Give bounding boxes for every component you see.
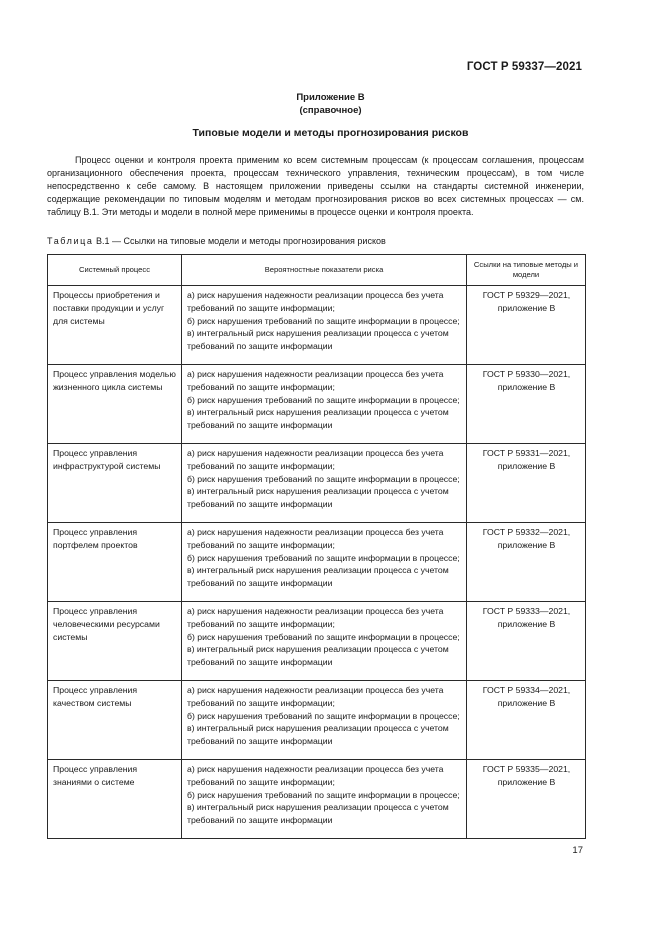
appendix-label: Приложение В — [296, 92, 365, 103]
risk-item-c: в) интегральный риск нарушения реализации процесса с учетом требований по защите информации — [187, 565, 449, 589]
risk-item-a: а) риск нарушения надежности реализации процесса без учета требований по защите информации; — [187, 448, 444, 471]
process-cell: Процесс управления портфелем проектов — [48, 523, 182, 602]
risk-item-c: в) интегральный риск нарушения реализации процесса с учетом требований по защите информации — [187, 328, 449, 352]
table-caption — [47, 236, 386, 246]
risk-item-b: б) риск нарушения требований по защите информации в процессе; — [187, 552, 460, 563]
table-row — [48, 760, 586, 839]
indicators-cell — [182, 365, 467, 444]
process-cell: Процесс управления человеческими ресурсами системы — [48, 602, 182, 681]
risk-item-c: в) интегральный риск нарушения реализации процесса с учетом требований по защите информации — [187, 407, 449, 431]
process-cell: Процесс управления инфраструктурой системы — [48, 444, 182, 523]
risk-item-a: а) риск нарушения надежности реализации процесса без учета требований по защите информации; — [187, 369, 444, 392]
risk-item-a: а) риск нарушения надежности реализации процесса без учета требований по защите информации; — [187, 685, 444, 708]
indicators-cell — [182, 681, 467, 760]
table-row — [48, 444, 586, 523]
intro-text: Процесс оценки и контроля проекта применим ко всем системным процессам (к процессам соглашения, процессам организационного обеспечения проекта, процессам технического управления, техническим процессам), в том числе непосредственно к себе самому. В настоящем приложении приведены ссылки на стандарты системной инженерии, содержащие рекомендации по типовым моделям и методам прогнозирования рисков во всех системных процессах — см. таблицу В.1. Эти методы и модели в полной мере применимы в процессе оценки и контроля проекта. — [47, 155, 584, 217]
reference-cell: ГОСТ Р 59330—2021, приложение В — [467, 365, 586, 444]
reference-cell: ГОСТ Р 59334—2021, приложение В — [467, 681, 586, 760]
reference-cell: ГОСТ Р 59335—2021, приложение В — [467, 760, 586, 839]
risk-item-b: б) риск нарушения требований по защите информации в процессе; — [187, 710, 460, 721]
section-title: Типовые модели и методы прогнозирования рисков — [192, 127, 469, 139]
header-refs: Ссылки на типовые методы и модели — [467, 255, 586, 286]
risk-item-a: а) риск нарушения надежности реализации процесса без учета требований по защите информации; — [187, 606, 444, 629]
table-caption-label: Таблица — [47, 236, 94, 246]
header-indicators: Вероятностные показатели риска — [182, 255, 467, 286]
reference-cell: ГОСТ Р 59332—2021, приложение В — [467, 523, 586, 602]
risk-item-b: б) риск нарушения требований по защите информации в процессе; — [187, 789, 460, 800]
risk-item-a: а) риск нарушения надежности реализации процесса без учета требований по защите информации; — [187, 527, 444, 550]
reference-cell: ГОСТ Р 59333—2021, приложение В — [467, 602, 586, 681]
indicators-cell — [182, 760, 467, 839]
page-number: 17 — [572, 845, 583, 856]
risk-item-b: б) риск нарушения требований по защите информации в процессе; — [187, 631, 460, 642]
document-id: ГОСТ Р 59337—2021 — [466, 61, 582, 73]
appendix-type: (справочное) — [299, 105, 362, 116]
indicators-cell — [182, 602, 467, 681]
table-row — [48, 365, 586, 444]
risk-item-b: б) риск нарушения требований по защите информации в процессе; — [187, 315, 460, 326]
risk-item-c: в) интегральный риск нарушения реализации процесса с учетом требований по защите информации — [187, 723, 449, 747]
process-cell: Процесс управления качеством системы — [48, 681, 182, 760]
table-row — [48, 523, 586, 602]
indicators-cell — [182, 523, 467, 602]
reference-cell: ГОСТ Р 59329—2021, приложение В — [467, 286, 586, 365]
table-header-row — [48, 255, 586, 286]
risk-item-c: в) интегральный риск нарушения реализации процесса с учетом требований по защите информации — [187, 644, 449, 668]
table-row — [48, 286, 586, 365]
header-process: Системный процесс — [48, 255, 182, 286]
process-cell: Процесс управления знаниями о системе — [48, 760, 182, 839]
appendix-heading — [0, 91, 661, 117]
reference-cell: ГОСТ Р 59331—2021, приложение В — [467, 444, 586, 523]
process-cell: Процессы приобретения и поставки продукции и услуг для системы — [48, 286, 182, 365]
risk-item-a: а) риск нарушения надежности реализации процесса без учета требований по защите информации; — [187, 764, 444, 787]
risk-item-a: а) риск нарушения надежности реализации процесса без учета требований по защите информации; — [187, 290, 444, 313]
risk-item-c: в) интегральный риск нарушения реализации процесса с учетом требований по защите информации — [187, 486, 449, 510]
risk-item-b: б) риск нарушения требований по защите информации в процессе; — [187, 473, 460, 484]
table-caption-text: В.1 — Ссылки на типовые модели и методы прогнозирования рисков — [93, 236, 386, 246]
indicators-cell — [182, 286, 467, 365]
table-row — [48, 602, 586, 681]
table-row — [48, 681, 586, 760]
risk-item-c: в) интегральный риск нарушения реализации процесса с учетом требований по защите информации — [187, 802, 449, 826]
risk-item-b: б) риск нарушения требований по защите информации в процессе; — [187, 394, 460, 405]
process-cell: Процесс управления моделью жизненного цикла системы — [48, 365, 182, 444]
intro-paragraph — [47, 154, 584, 219]
risk-models-table — [47, 254, 586, 839]
indicators-cell — [182, 444, 467, 523]
